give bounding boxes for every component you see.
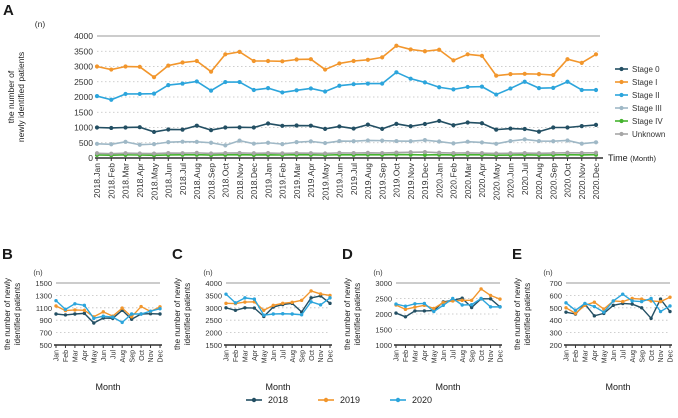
svg-text:2019.Dec: 2019.Dec: [420, 163, 431, 200]
svg-text:Apr: Apr: [252, 350, 260, 361]
legend-marker-icon: [390, 395, 408, 405]
series-stage-i: [95, 44, 598, 80]
svg-text:Sep: Sep: [299, 350, 307, 363]
svg-text:Aug: Aug: [629, 350, 637, 363]
svg-text:700: 700: [39, 328, 52, 338]
panel-label-b: B: [2, 246, 13, 263]
svg-text:2020.Sep: 2020.Sep: [548, 163, 559, 200]
svg-text:Dec: Dec: [327, 350, 335, 363]
svg-text:Unknown: Unknown: [632, 130, 666, 139]
svg-text:Dec: Dec: [157, 350, 165, 363]
y-axis-title: the number of newly: [173, 277, 182, 351]
svg-text:Oct: Oct: [308, 350, 316, 361]
svg-text:Aug: Aug: [289, 350, 297, 363]
y-axis-title: the number of newly: [3, 277, 12, 351]
panel-d-chart: [340, 245, 510, 418]
svg-text:2020.Oct: 2020.Oct: [562, 163, 573, 198]
svg-text:500: 500: [549, 303, 562, 313]
stage-legend: [615, 65, 665, 139]
year-legend: [0, 395, 678, 405]
svg-text:May: May: [431, 350, 439, 364]
svg-text:2000: 2000: [205, 328, 222, 338]
svg-text:Mar: Mar: [582, 350, 590, 363]
unit-label: (n): [543, 268, 553, 277]
svg-text:2020.Jul: 2020.Jul: [519, 163, 530, 196]
svg-text:0: 0: [88, 153, 93, 163]
svg-text:2018.Apr: 2018.Apr: [135, 163, 146, 198]
svg-text:3000: 3000: [205, 303, 222, 313]
series-stage-0: [95, 119, 598, 134]
svg-text:Aug: Aug: [459, 350, 467, 363]
svg-text:500: 500: [39, 341, 52, 350]
svg-text:Jul: Jul: [450, 350, 458, 359]
year-legend-label: 2019: [339, 395, 361, 405]
svg-text:2019.Sep: 2019.Sep: [377, 163, 388, 200]
svg-text:400: 400: [549, 316, 562, 326]
year-legend-item-2018: [246, 395, 288, 405]
svg-text:Sep: Sep: [469, 350, 477, 363]
svg-text:2020.May: 2020.May: [491, 163, 502, 201]
svg-text:1000: 1000: [375, 341, 392, 350]
svg-text:2500: 2500: [205, 316, 222, 326]
svg-text:Sep: Sep: [639, 350, 647, 363]
svg-text:2018.Feb: 2018.Feb: [106, 163, 117, 199]
svg-text:May: May: [91, 350, 99, 364]
svg-text:May: May: [601, 350, 609, 364]
y-axis-title: newly identified patients: [16, 51, 26, 143]
svg-text:Nov: Nov: [148, 350, 156, 363]
svg-text:700: 700: [549, 279, 562, 288]
svg-text:2020.Apr: 2020.Apr: [477, 163, 488, 198]
svg-text:3500: 3500: [74, 46, 93, 57]
svg-text:2018.Jun: 2018.Jun: [163, 163, 174, 198]
svg-text:4000: 4000: [205, 279, 222, 288]
svg-text:1500: 1500: [375, 325, 392, 335]
x-axis: [54, 345, 165, 363]
svg-text:Sep: Sep: [129, 350, 137, 363]
panel-label-e: E: [512, 246, 523, 263]
svg-text:2018.Jul: 2018.Jul: [177, 163, 188, 196]
year-legend-item-2020: [390, 395, 432, 405]
panel-e-chart: [510, 245, 678, 418]
svg-text:2019.Nov: 2019.Nov: [405, 163, 416, 200]
svg-text:2020.Nov: 2020.Nov: [576, 163, 587, 200]
svg-text:Apr: Apr: [82, 350, 90, 361]
panel-b-chart: [0, 245, 170, 418]
legend-marker-icon: [318, 395, 336, 405]
svg-text:Oct: Oct: [648, 350, 656, 361]
svg-text:Feb: Feb: [403, 350, 411, 363]
panel-label-c: C: [172, 246, 183, 263]
x-axis-title: Month: [265, 382, 291, 392]
svg-text:Feb: Feb: [573, 350, 581, 363]
svg-text:2018.Nov: 2018.Nov: [234, 163, 245, 200]
svg-text:300: 300: [549, 328, 562, 338]
x-axis: [394, 345, 505, 363]
x-axis-title: Month: [605, 382, 631, 392]
svg-text:2018.Sep: 2018.Sep: [206, 163, 217, 200]
svg-text:Oct: Oct: [138, 350, 146, 361]
x-axis: [224, 345, 335, 363]
svg-text:1100: 1100: [35, 303, 52, 313]
gridlines: [97, 36, 600, 143]
x-axis: [92, 158, 603, 200]
svg-text:2020.Dec: 2020.Dec: [591, 163, 602, 200]
svg-text:4000: 4000: [74, 31, 93, 41]
chart-svg-d: [340, 245, 510, 413]
svg-text:Stage IV: Stage IV: [632, 117, 663, 126]
svg-text:Nov: Nov: [488, 350, 496, 363]
svg-text:Aug: Aug: [119, 350, 127, 363]
svg-text:2019.Jun: 2019.Jun: [334, 163, 345, 198]
svg-text:1000: 1000: [74, 122, 93, 133]
svg-text:Oct: Oct: [478, 350, 486, 361]
chart-svg-c: [170, 245, 340, 413]
svg-text:900: 900: [39, 316, 52, 326]
svg-text:Jan: Jan: [563, 350, 571, 362]
svg-text:Apr: Apr: [592, 350, 600, 361]
year-legend-item-2019: [318, 395, 360, 405]
svg-text:2500: 2500: [375, 294, 392, 304]
chart-svg-e: [510, 245, 678, 413]
svg-text:Jun: Jun: [440, 350, 448, 362]
svg-text:Jun: Jun: [610, 350, 618, 362]
svg-text:2020.Jan: 2020.Jan: [434, 163, 445, 198]
svg-text:Stage 0: Stage 0: [632, 65, 660, 74]
y-axis-title: identified patients: [353, 282, 362, 346]
gridlines: [226, 283, 330, 333]
svg-text:2019.May: 2019.May: [320, 163, 331, 201]
svg-text:2018.Dec: 2018.Dec: [249, 163, 260, 200]
svg-text:Nov: Nov: [658, 350, 666, 363]
svg-text:2020.Jun: 2020.Jun: [505, 163, 516, 198]
svg-text:1500: 1500: [35, 279, 52, 288]
svg-text:Jul: Jul: [280, 350, 288, 359]
svg-text:Apr: Apr: [422, 350, 430, 361]
svg-text:Stage I: Stage I: [632, 78, 658, 87]
y-axis-ticks: [205, 279, 222, 350]
svg-text:1500: 1500: [74, 107, 93, 118]
svg-text:Feb: Feb: [233, 350, 241, 363]
unit-label: (n): [373, 268, 383, 277]
svg-text:Mar: Mar: [72, 350, 80, 363]
series-2018: [394, 296, 501, 318]
year-legend-label: 2020: [412, 395, 433, 405]
svg-text:2020.Feb: 2020.Feb: [448, 163, 459, 199]
panel-label-a: A: [3, 2, 14, 19]
gridlines: [396, 283, 500, 330]
svg-text:2018.May: 2018.May: [149, 163, 160, 201]
svg-text:Dec: Dec: [667, 350, 675, 363]
svg-text:2019.Aug: 2019.Aug: [363, 163, 374, 200]
y-axis-ticks: [35, 279, 52, 350]
svg-text:2019.Feb: 2019.Feb: [277, 163, 288, 199]
svg-text:600: 600: [549, 291, 562, 301]
svg-text:2019.Jan: 2019.Jan: [263, 163, 274, 198]
svg-text:1500: 1500: [205, 341, 222, 350]
svg-text:2019.Mar: 2019.Mar: [291, 163, 302, 199]
svg-text:Jul: Jul: [620, 350, 628, 359]
svg-text:200: 200: [549, 341, 562, 350]
svg-text:2018.Aug: 2018.Aug: [192, 163, 203, 200]
unit-label: (n): [33, 268, 43, 277]
svg-text:2019.Jul: 2019.Jul: [348, 163, 359, 196]
svg-text:Stage III: Stage III: [632, 104, 662, 113]
legend-marker-icon: [246, 395, 264, 405]
y-axis-ticks: [74, 31, 93, 163]
svg-text:Jun: Jun: [270, 350, 278, 362]
y-axis-title: the number of newly: [343, 277, 352, 351]
unit-label: (n): [34, 19, 46, 29]
x-axis: [564, 345, 675, 363]
svg-text:Dec: Dec: [497, 350, 505, 363]
series-stage-iii: [95, 137, 598, 147]
x-axis-title: Month: [95, 382, 121, 392]
svg-text:2020.Mar: 2020.Mar: [462, 163, 473, 199]
svg-text:May: May: [261, 350, 269, 364]
svg-text:Mar: Mar: [412, 350, 420, 363]
svg-text:3000: 3000: [74, 61, 93, 72]
svg-text:Jan: Jan: [53, 350, 61, 362]
svg-text:Jan: Jan: [223, 350, 231, 362]
svg-text:2020.Aug: 2020.Aug: [534, 163, 545, 200]
svg-text:2018.Jan: 2018.Jan: [92, 163, 103, 198]
svg-text:2018.Oct: 2018.Oct: [220, 163, 231, 198]
panel-label-d: D: [342, 246, 353, 263]
svg-text:Jan: Jan: [393, 350, 401, 362]
y-axis-title: identified patients: [13, 282, 22, 346]
y-axis-title: identified patients: [183, 282, 192, 346]
y-axis-title: identified patients: [523, 282, 532, 346]
chart-svg-b: [0, 245, 170, 413]
x-axis-title: Month: [435, 382, 461, 392]
svg-text:Jun: Jun: [100, 350, 108, 362]
svg-text:Feb: Feb: [63, 350, 71, 363]
svg-text:Mar: Mar: [242, 350, 250, 363]
y-axis-title: the number of: [6, 70, 16, 124]
svg-text:3000: 3000: [375, 279, 392, 288]
svg-text:2500: 2500: [74, 76, 93, 87]
y-axis-ticks: [549, 279, 562, 350]
svg-text:1300: 1300: [35, 291, 52, 301]
svg-text:2018.Mar: 2018.Mar: [120, 163, 131, 199]
panel-c-chart: [170, 245, 340, 418]
y-axis-ticks: [375, 279, 392, 350]
x-axis-title: Time (Month): [608, 153, 657, 163]
svg-text:Stage II: Stage II: [632, 91, 660, 100]
series-2018: [224, 294, 331, 318]
svg-text:Nov: Nov: [318, 350, 326, 363]
unit-label: (n): [203, 268, 213, 277]
svg-text:2000: 2000: [74, 92, 93, 102]
svg-text:500: 500: [78, 137, 93, 148]
svg-text:2019.Apr: 2019.Apr: [306, 163, 317, 198]
svg-text:3500: 3500: [205, 291, 222, 301]
year-legend-label: 2018: [267, 395, 288, 405]
y-axis-title: the number of newly: [513, 277, 522, 351]
svg-text:2019.Oct: 2019.Oct: [391, 163, 402, 198]
svg-text:2000: 2000: [375, 310, 392, 319]
svg-text:Jul: Jul: [110, 350, 118, 359]
